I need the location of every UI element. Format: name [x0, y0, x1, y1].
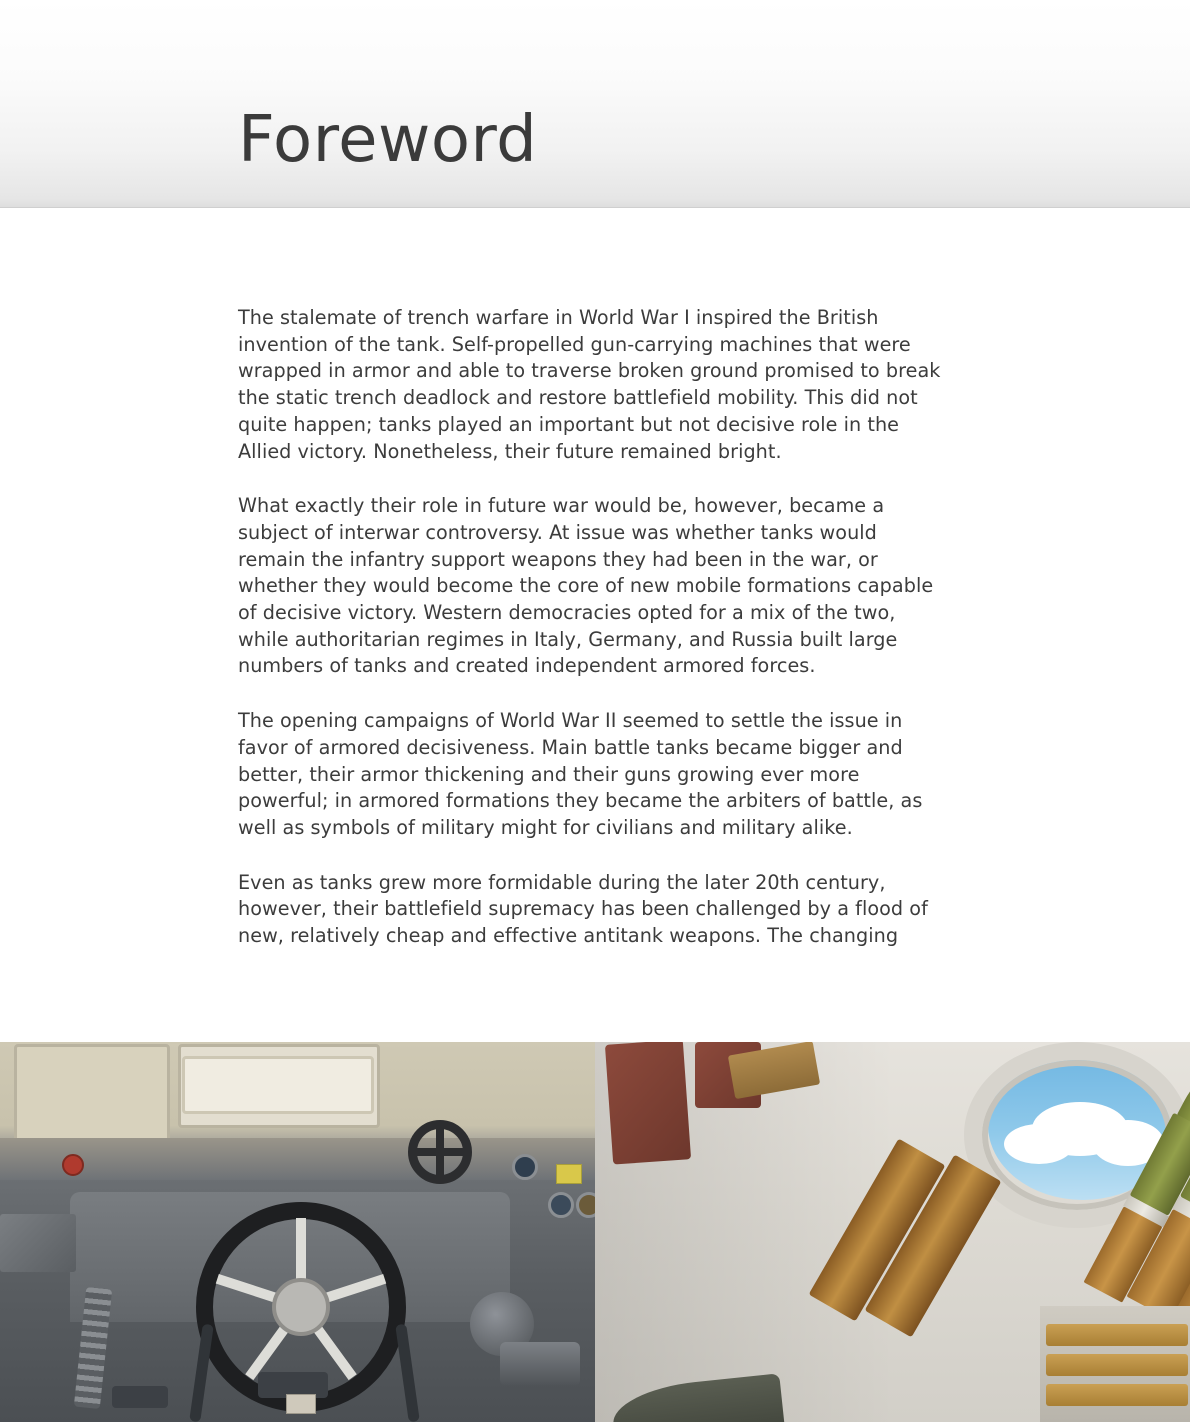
tank-driver-compartment-photo	[0, 1042, 595, 1422]
data-plate	[286, 1394, 316, 1414]
warning-label	[556, 1164, 582, 1184]
red-control-knob	[62, 1154, 84, 1176]
hatch-valve-handle	[408, 1120, 472, 1184]
hatch-panel-inner	[182, 1056, 374, 1114]
hatch-panel-left	[14, 1044, 170, 1146]
paragraph-4: Even as tanks grew more formidable during the later 20th century, however, their battlefield supremacy has been challenged by a flood of new, relatively cheap and effective antitank weapons. The changing	[238, 870, 928, 948]
bulkhead-panel	[0, 1138, 595, 1180]
gearbox-housing	[500, 1342, 580, 1386]
stowage-bin	[1040, 1306, 1190, 1422]
paragraph-2: What exactly their role in future war would be, however, became a subject of interwar controversy. At issue was whether tanks would remain the infantry support weapons they had been in the war, or whether they would become the core of new mobile formations capable of decisive victory. Western democracies opted for a mix of the two, while authoritarian regimes in Italy, Germany, and Russia built large numbers of tanks and created independent armored forces.	[238, 494, 934, 678]
stowed-shell-case	[1046, 1324, 1188, 1346]
page-header-band	[0, 0, 1190, 208]
instrument-gauge	[512, 1154, 538, 1180]
tank-ammunition-shells-photo	[595, 1042, 1190, 1422]
paragraph-1: The stalemate of trench warfare in World War I inspired the British invention of the tank. Self-propelled gun-carrying machines that were wrapped in armor and able to traverse broken ground promised to break the static trench deadlock and restore battlefield mobility. This did not quite happen; tanks played an important but not decisive role in the Allied victory. Nonetheless, their future remained bright.	[238, 306, 941, 463]
foot-pedal	[112, 1386, 168, 1408]
stowed-shell-case	[1046, 1384, 1188, 1406]
side-equipment-box	[0, 1214, 76, 1272]
instrument-gauge	[576, 1192, 595, 1218]
stowed-shell-case	[1046, 1354, 1188, 1376]
foreword-text-column	[238, 305, 948, 950]
instrument-gauge	[548, 1192, 574, 1218]
photo-strip	[0, 1042, 1190, 1422]
steering-wheel-hub	[272, 1278, 330, 1336]
page-title: Foreword	[238, 103, 538, 177]
paragraph-3: The opening campaigns of World War II seemed to settle the issue in favor of armored decisiveness. Main battle tanks became bigger and better, their armor thickening and their guns growing ever more powerful; in armored formations they became the arbiters of battle, as well as symbols of military might for civilians and military alike.	[238, 709, 923, 839]
